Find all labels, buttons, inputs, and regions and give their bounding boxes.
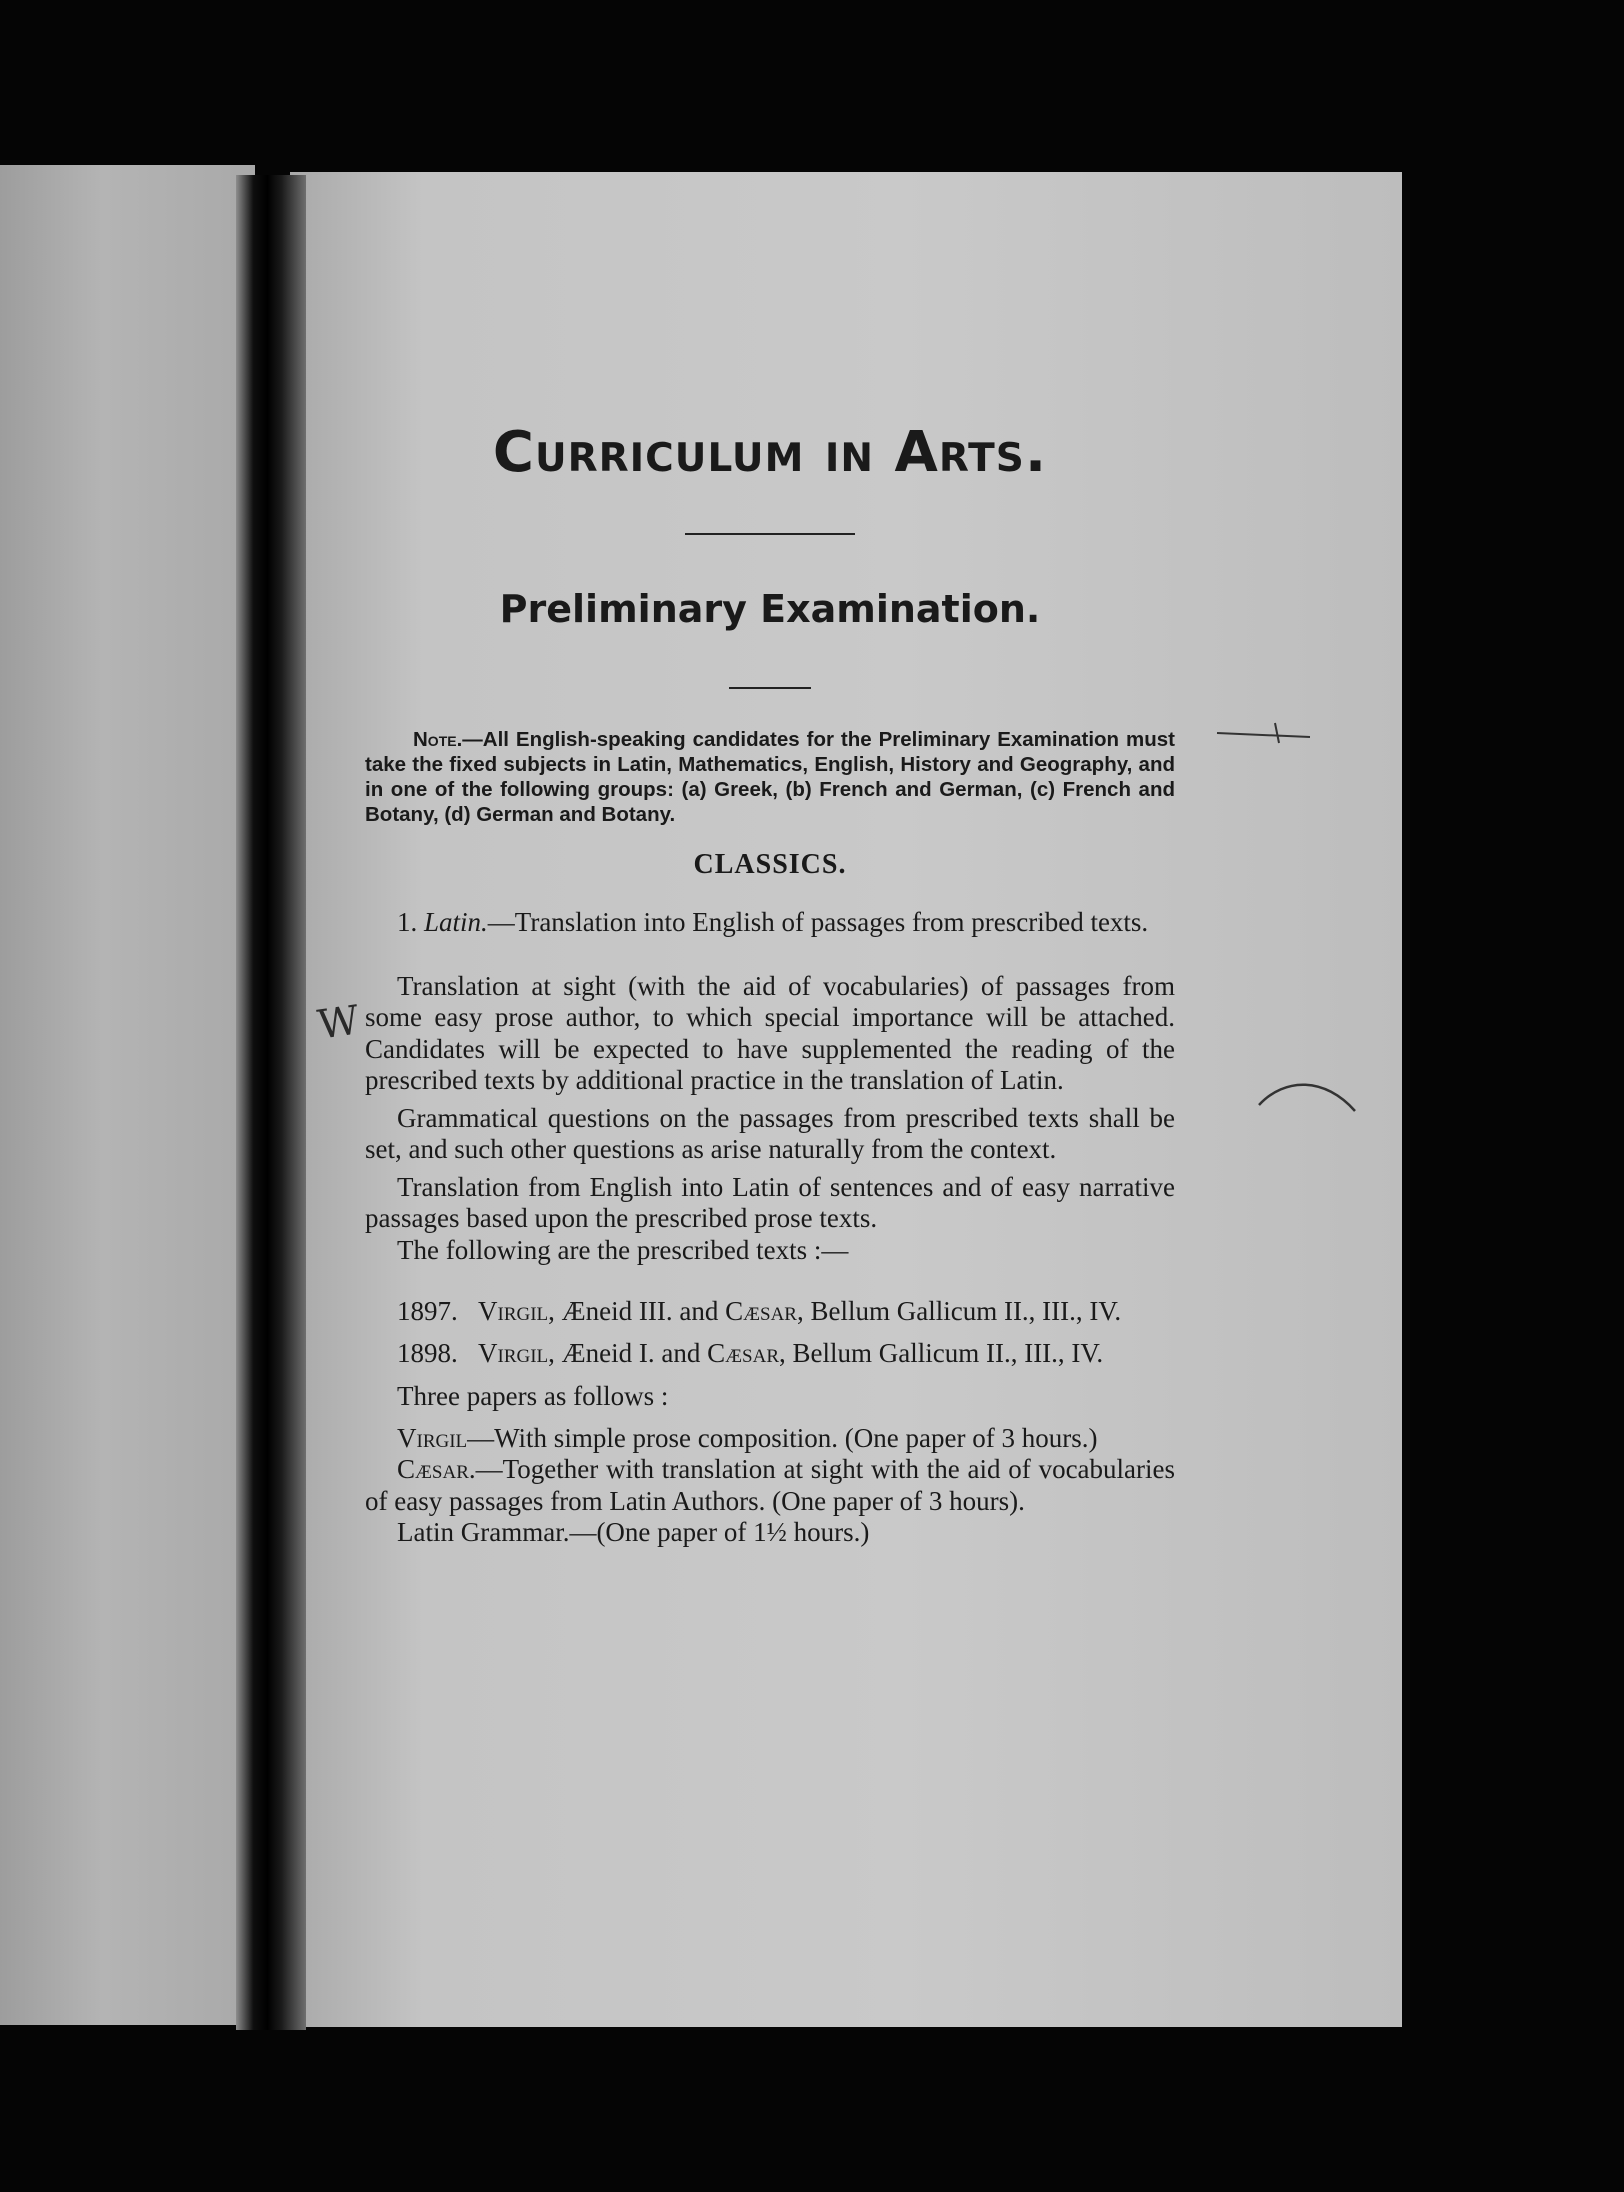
caesar-paper bbox=[365, 1454, 1175, 1517]
left-page-edge bbox=[0, 165, 255, 2025]
english-to-latin-paragraph: Translation from English into Latin of sentences and of easy narrative passages based upon the prescribed prose texts. bbox=[365, 1171, 1175, 1233]
grammar-paper: Latin Grammar.—(One paper of 1½ hours.) bbox=[397, 1517, 870, 1547]
latin-label: Latin. bbox=[424, 907, 488, 937]
note-text: —All English-speaking candidates for the Preliminary Examination must take the fixed subjects in Latin, Mathematics, English, History and Geography, and in one of the following groups: (a) Greek, (b) French and German, (c) French and Botany, (d) German and Botany. bbox=[365, 728, 1175, 826]
note-paragraph bbox=[365, 727, 1175, 827]
author-virgil: Virgil bbox=[478, 1337, 549, 1368]
caesar-text: .—Together with translation at sight with the aid of vocabularies of easy passages from Latin Authors. (One paper of 3 hours). bbox=[365, 1454, 1175, 1516]
virgil-text: —With simple prose composition. (One paper of 3 hours.) bbox=[467, 1422, 1098, 1453]
latin-number: 1. bbox=[397, 907, 418, 937]
latin-paragraph bbox=[365, 907, 1175, 939]
prescribed-text-1898 bbox=[365, 1338, 1175, 1370]
author-virgil: Virgil bbox=[478, 1296, 549, 1326]
author-caesar: Cæsar bbox=[725, 1296, 797, 1326]
title-divider bbox=[685, 533, 855, 535]
book-gutter bbox=[236, 175, 306, 2030]
caesar-label: Cæsar bbox=[397, 1454, 469, 1484]
year-label: 1897. bbox=[397, 1296, 458, 1326]
work-bellum: , Bellum Gallicum II., III., IV. bbox=[779, 1337, 1104, 1368]
pencil-arc-mark bbox=[1255, 1075, 1360, 1115]
handwritten-margin-mark: W bbox=[314, 997, 363, 1049]
papers-intro: Three papers as follows : bbox=[397, 1381, 669, 1411]
prescribed-text-1897 bbox=[365, 1296, 1175, 1328]
year-label: 1898. bbox=[397, 1337, 458, 1368]
author-caesar: Cæsar bbox=[707, 1337, 779, 1368]
work-bellum: , Bellum Gallicum II., III., IV. bbox=[796, 1296, 1122, 1326]
work-aeneid: , Æneid I. and bbox=[548, 1337, 708, 1368]
virgil-paper bbox=[365, 1423, 1175, 1455]
grammatical-questions-paragraph: Grammatical questions on the passages from prescribed texts shall be set, and such other questions as arise naturally from the context. bbox=[365, 1102, 1175, 1164]
page-content bbox=[365, 420, 1175, 1549]
note-lead: Note. bbox=[413, 728, 463, 751]
subtitle-divider bbox=[729, 687, 811, 689]
prescribed-texts-intro: The following are the prescribed texts :— bbox=[397, 1234, 849, 1265]
section-heading: CLASSICS. bbox=[693, 849, 847, 880]
pencil-tick-mark bbox=[1215, 715, 1315, 745]
sight-translation-paragraph: Translation at sight (with the aid of vocabularies) of passages from some easy prose author, to which special importance will be attached. Candidates will be expected to have supplemented the reading of the prescribed texts by additional practice in the translation of Latin. bbox=[365, 970, 1175, 1095]
page-title: Curriculum in Arts. bbox=[492, 420, 1048, 485]
page-subtitle: Preliminary Examination. bbox=[499, 587, 1041, 631]
work-aeneid: , Æneid III. and bbox=[548, 1296, 726, 1326]
virgil-label: Virgil bbox=[397, 1422, 468, 1453]
latin-text: —Translation into English of passages from prescribed texts. bbox=[487, 907, 1149, 937]
